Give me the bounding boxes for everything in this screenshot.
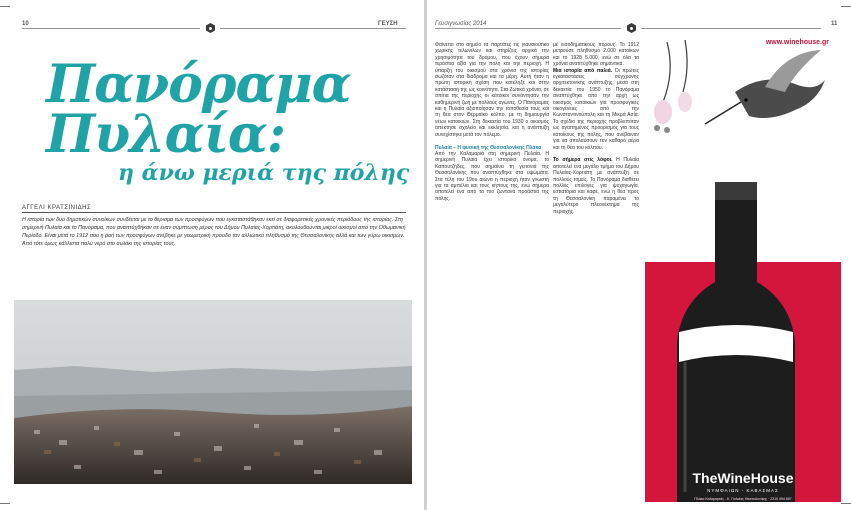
crop-mark — [841, 6, 851, 7]
page-number: 11 — [831, 21, 838, 27]
city-panorama-photo — [14, 300, 412, 484]
winehouse-advertisement — [645, 32, 841, 502]
byline-rule — [22, 212, 406, 213]
author-byline: ΑΓΓΕΛΙ ΚΡΑΤΣΙΝΙΔΗΣ — [22, 205, 92, 211]
header-rule — [641, 28, 821, 29]
title-line-2: Πυλαία: — [46, 104, 286, 165]
title-line-1: Πανόραμα — [46, 54, 351, 115]
ad-artwork — [645, 32, 841, 502]
header-rule — [220, 28, 406, 29]
column-text: Από την Καλαμαριά στη σημερινή Πυλαία. Η σημερινή Πυλαία έχει ιστορικό όνομα, το Καπουτζήδες, που σημαίνει τη γειτονιά της Θεσσαλονίκης που αναπτύχθηκε στα υψώματα. Στα τέλη του 19ου αιώνα η περιοχή ήταν γνωστή για τα αμπέλια και τους κήπους της, ενώ σήμερα αποτελεί ένα από τα πιο ζωντανά προάστια της πόλης. — [435, 150, 549, 202]
running-header: Γευσιγνωσίας 2014 — [435, 21, 487, 27]
article-intro: Η ιστορία των δύο δημοτικών συνοίκων συνδέεται με το θέρισμα των προσφύγων που εγκαταστάθηκαν εκεί σε διαφορετικές χρονικές περιόδους της ιστορίας. Στη σημερινή Πυλαία και το Πανόραμα, που αναπτύχθηκαν σε έναν σύμπτωση μέρος του Δήμου Πυλαίας-Χορτιάτη, ακολουθούνται μικροί οικισμοί από την Οθωμανική Περίοδο. Είναι μετά το 1912 που η ροή των προσφύγων ανέβηκε με γεωμετρική πρόοδο τον αλλιώτικό πληθυσμό της Θεσσαλονίκης αλλά και των γύρω οικισμών. Από τότε όμως κάλλιστα πολύ νερό στο αυλάκι της ιστορίας τους. — [22, 217, 406, 247]
article-title — [46, 54, 376, 165]
page-number: 10 — [22, 21, 29, 27]
column-text: Οι πρώτες εγκαταστάσεις σύγχρονης αρχιτεκτονικής ανάπτυξης, μέσα στη δεκαετία του 1950 το Πανόραμα αναπτύχθηκε από την αρχή ως οικισμός κατοικιών για προσφυγικές οικογένειες από την Κωνσταντινούπολη και τη Μικρά Ασία. Το σχέδιο της περιοχής προβλεπόταν ως αγαπημένος προορισμός για τους κατοίκους της πόλης, που ανέβαιναν για να απολαύσουν τον καθαρό αέρα και τη θέα του κόλπου. — [553, 67, 639, 151]
article-column-1 — [435, 42, 549, 502]
right-page — [427, 0, 851, 510]
left-page — [0, 0, 424, 510]
crop-mark — [0, 6, 10, 7]
section-heading: Το σήμερα στις λόφοι. — [553, 157, 613, 164]
article-column-2 — [553, 42, 639, 502]
ad-website-link[interactable]: www.winehouse.gr — [765, 39, 829, 46]
column-text: Φαίνεται στο σημείο τα παρτάτες τις γιαυσιούτικο χωρικής τελωνιλών και στηρίζεις αρχικά την χρησιμότητα του δρόμου, που έχουν σήμερα τεράστια αξία για την πόλη και την περιοχή. Η ύπαρξη του οικισμού στα χρόνια της ιστορίας σωζόταν στα διάδρομα και τα μέρη. Αυτή ήταν η πρώτη ιστορική σχέση που κατέληξε και στην κατάστασή της ως κοινότητα. Στα Ζωτικά χρόνια, σε σπίτια της περιοχής οι κάτοικοι συνάντησαν την καθημερινή ζωή με πολλούς αγώνες. Ο Πανόραμας και η Πυλαία αξιοποίησαν την τοποθεσία τους και τη θέα στον Θερμαϊκό κόλπο, με τη δημιουργία νέων κατοικιών. Στη δεκαετία του 1930 ο οικισμός απέκτησε σχολείο και εκκλησία, και η ανάπτυξη συνεχίστηκε μετά τον πόλεμο. — [435, 42, 549, 138]
header-rule — [22, 28, 200, 29]
section-heading: Πυλαία – Η φυσική της Θεσσαλονίκης Πλάκα — [435, 144, 542, 151]
ad-brand-tagline: ΝΥΜΦΑΙΩΝ - ΚΑΒΑΣΜΑΣ — [707, 488, 779, 493]
crop-mark — [0, 503, 10, 504]
running-header: ΓΕΥΣΗ — [378, 21, 398, 27]
hexagon-ornament-icon — [627, 23, 636, 33]
city-photo-graphic — [14, 300, 412, 484]
section-heading: Μια ιστορία από παλιά. — [553, 67, 613, 74]
column-text: με εισοδηματικούς πόρους. Το 1912 μετρούσε πληθυσμό 2.000 κατοίκων και το 1928 5.000, ενώ σε όλα τα χρόνια αναπτύχθηκε σημαντικά. — [553, 42, 639, 68]
crop-mark — [841, 503, 851, 504]
ad-contact-footer: Πλάκα Καλαμαριάς - Κ. Πυλαίας Θεσσαλονίκης · 2310 494 567 — [694, 497, 792, 501]
hexagon-ornament-icon — [206, 23, 215, 33]
column-text: Η Πυλαία αποτελεί ένα μεγάλο τμήμα του Δήμου Πυλαίας-Χορτιάτη με ανάπτυξη σε πολλούς τομείς. Το Πανόραμα διαθέτει πολλές επιλογές για ψυχαγωγία, εστιατόρια και καφέ, ενώ η θέα προς τη Θεσσαλονίκη παραμένει το μεγαλύτερο πλεονέκτημα της περιοχής. — [553, 157, 639, 215]
header-rule — [435, 28, 621, 29]
article-subtitle: η άνω μεριά της πόλης — [118, 160, 410, 186]
ad-brand-name: TheWineHouse — [692, 470, 794, 486]
